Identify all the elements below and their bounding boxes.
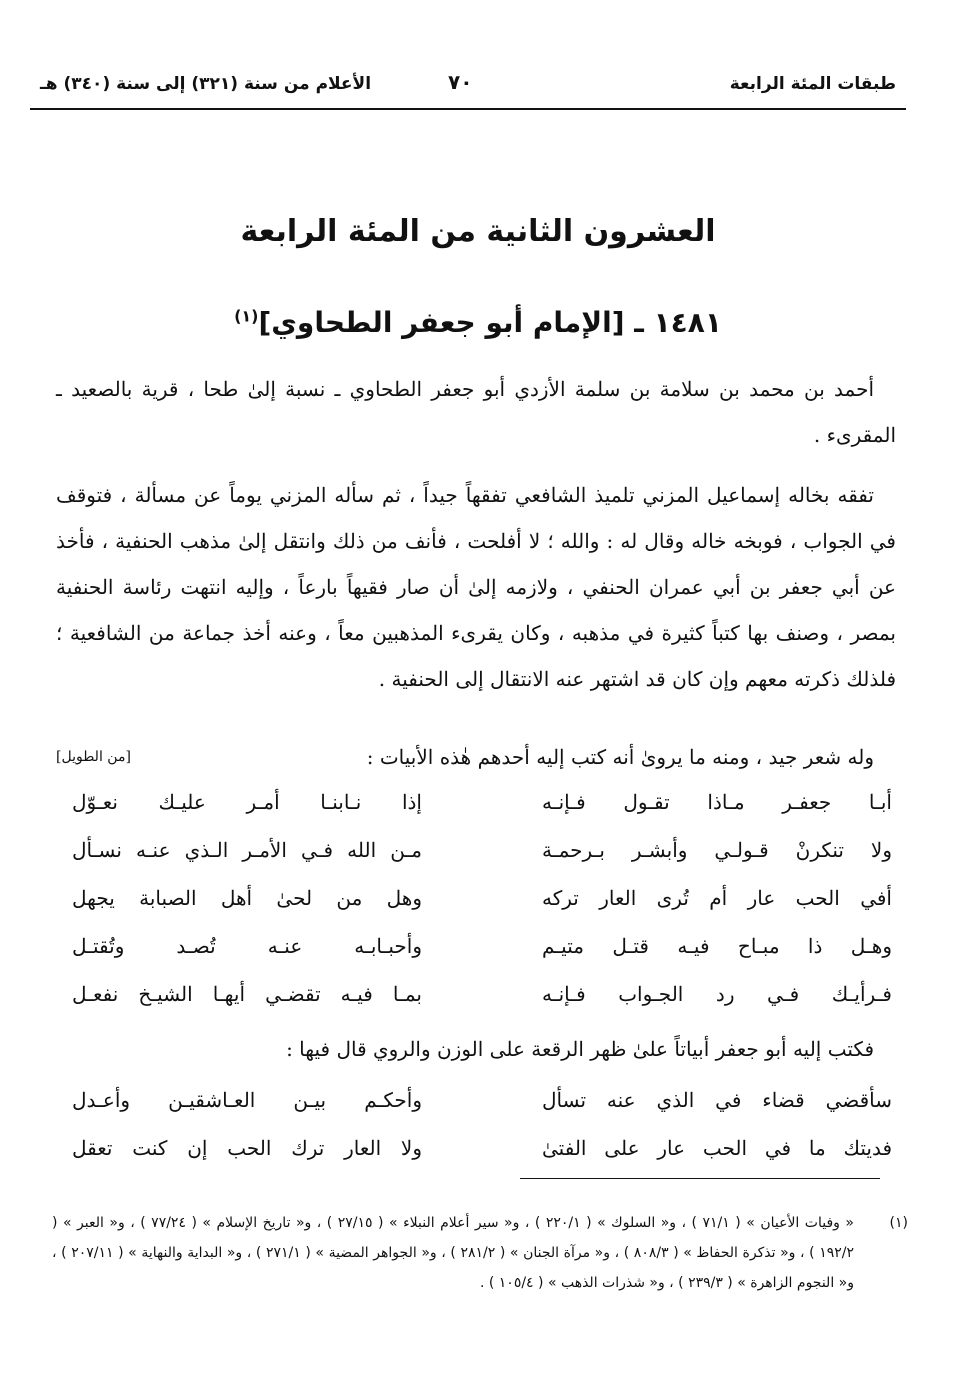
verse: [56, 882, 896, 930]
footnote-text: « وفيات الأعيان » ( ٧١/١ ) ، و« السلوك » ( ٢٢٠/١ ) ، و« سير أعلام النبلاء » ( ٢٧/١٥ ) ، و« تاريخ الإسلام » ( ٧٧/٢٤ ) ، و« العبر » ( ١٩٢/٢ ) ، و« تذكرة الحفاظ » ( ٨٠٨/٣ ) ، و« مرآة الجنان » ( ٢٨١/٢ ) ، و« الجواهر المضية » ( ٢٧١/١ ) ، و« البداية والنهاية » ( ٢٠٧/١١ ) ، و« النجوم الزاهرة » ( ٢٣٩/٣ ) ، و« شذرات الذهب » ( ١٠٥/٤ ) .: [52, 1215, 854, 1291]
footnote-number: (١): [889, 1215, 908, 1231]
page-number: ٧٠: [448, 70, 473, 94]
entry-title: [0, 306, 956, 339]
poem-intro-text: وله شعر جيد ، ومنه ما يروىٰ أنه كتب إليه أحدهم هٰذه الأبيات :: [366, 745, 874, 769]
verse-second-hemistich: ولا العار ترك الحب إن كنت تعقل: [72, 1136, 422, 1160]
paragraph: أحمد بن محمد بن سلامة بن سلمة الأزدي أبو جعفر الطحاوي ـ نسبة إلىٰ طحا ، قرية بالصعيد ـ المقرىء .: [56, 377, 896, 447]
verse-second-hemistich: مـن الله فـي الأمـر الـذي عنـه نسـأل: [72, 838, 422, 862]
verse-second-hemistich: وأحكـم بيـن العـاشقيـن وأعـدل: [72, 1088, 422, 1112]
verse-first-hemistich: أبـا جعفـر مـاذا تقـول فـإنـه: [542, 790, 892, 814]
verse-second-hemistich: إذا نـابنـا أمـر عليـك نعـوّل: [72, 790, 422, 814]
poem-reply-intro: فكتب إليه أبو جعفر أبياتاً علىٰ ظهر الرقعة على الوزن والروي قال فيها :: [286, 1037, 874, 1061]
header-divider: [30, 108, 906, 110]
footnote: [52, 1208, 908, 1298]
poem-reply: [56, 1084, 896, 1180]
verse-first-hemistich: ولا تنكرنْ قـولـي وأبشـر بـرحمـة: [542, 838, 892, 862]
verse-second-hemistich: وهل من لحىٰ أهل الصبابة يجهل: [72, 886, 422, 910]
footnote-ref: (١): [234, 306, 259, 326]
running-header: [40, 70, 896, 100]
entry-body: [56, 366, 896, 702]
entry-title-text: ١٤٨١ ـ [الإمام أبو جعفر الطحاوي]: [258, 306, 722, 339]
verse: [56, 1132, 896, 1180]
verse: [56, 786, 896, 834]
verse: [56, 978, 896, 1026]
verse-first-hemistich: سأقضي قضاء في الذي عنه تسأل: [542, 1088, 892, 1112]
paragraph: تفقه بخاله إسماعيل المزني تلميذ الشافعي تفقهاً جيداً ، ثم سأله المزني يوماً عن مسألة ، فتوقف في الجواب ، فوبخه خاله وقال له : والله ؛ لا أفلحت ، فأنف من ذلك وانتقل إلىٰ مذهب الحنفية ، فأخذ عن أبي جعفر بن أبي عمران الحنفي ، ولازمه إلىٰ أن صار فقيهاً بارعاً ، وإليه انتهت رئاسة الحنفية بمصر ، وصنف بها كتباً كثيرة في مذهبه ، وكان يقرىء المذهبين معاً ، وعنه أخذ جماعة من الشافعية ؛ فلذلك ذكرته معهم وإن كان قد اشتهر عنه الانتقال إلى الحنفية .: [56, 483, 896, 691]
verse-first-hemistich: وهـل ذا مبـاح فيـه قتـل متيـم: [542, 934, 892, 958]
poem-first: [56, 786, 896, 1026]
verse: [56, 1084, 896, 1132]
poem-intro: [56, 740, 896, 774]
verse-second-hemistich: بمـا فيـه تقضـي أيهـا الشيـخ نفعـل: [72, 982, 422, 1006]
header-book-title: طبقات المئة الرابعة: [729, 74, 896, 94]
verse-first-hemistich: أفي الحب عار أم تُرى العار تركه: [542, 886, 892, 910]
poem-end-divider: [520, 1178, 880, 1179]
verse: [56, 930, 896, 978]
poem-meter: [من الطويل]: [56, 749, 131, 765]
verse-first-hemistich: فديتك ما في الحب عار على الفتىٰ: [542, 1136, 892, 1160]
verse-second-hemistich: وأحبـابـه عنـه تُصـد وتُقتـل: [72, 934, 422, 958]
header-range-title: الأعلام من سنة (٣٢١) إلى سنة (٣٤٠) هـ: [40, 74, 372, 94]
section-title: العشرون الثانية من المئة الرابعة: [240, 214, 716, 249]
verse-first-hemistich: فـرأيـك فـي رد الجـواب فـإنـه: [542, 982, 892, 1006]
verse: [56, 834, 896, 882]
